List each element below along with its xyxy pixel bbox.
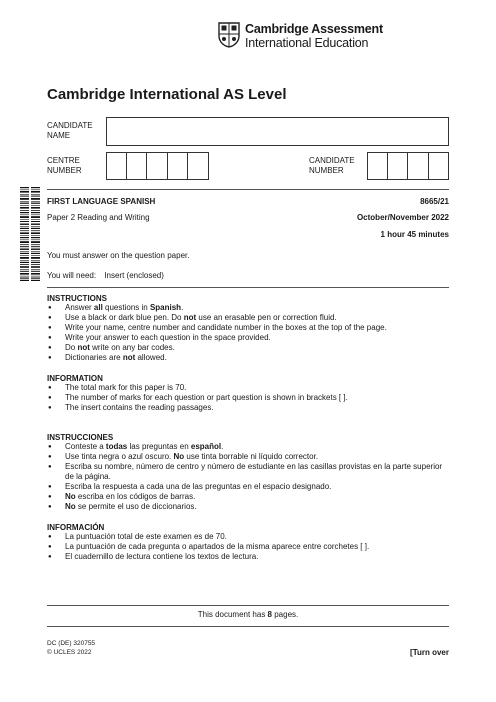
centre-number-label bbox=[47, 156, 82, 176]
information-section bbox=[47, 374, 449, 413]
list-item bbox=[47, 383, 449, 393]
item-text: The insert contains the reading passages. bbox=[65, 403, 214, 412]
divider bbox=[47, 287, 449, 288]
digit-box[interactable] bbox=[106, 152, 127, 180]
item-text: Write your name, centre number and candidate number in the boxes at the top of the page. bbox=[65, 323, 387, 332]
page-count-text: pages. bbox=[272, 610, 299, 619]
instrucciones-section bbox=[47, 433, 449, 512]
list-item bbox=[47, 403, 449, 413]
item-text: write on any bar codes. bbox=[89, 343, 175, 352]
item-text: allowed. bbox=[135, 353, 167, 362]
materials-label: You will need: bbox=[47, 271, 97, 280]
emphasis-text: not bbox=[183, 313, 197, 322]
item-text: Use tinta negra o azul oscuro. bbox=[65, 452, 174, 461]
section-title: INSTRUCCIONES bbox=[47, 433, 114, 442]
digit-box[interactable] bbox=[408, 152, 429, 180]
list-item bbox=[47, 313, 449, 323]
label-line: CANDIDATE bbox=[309, 156, 355, 165]
item-text: The total mark for this paper is 70. bbox=[65, 383, 187, 392]
emphasis-text: No bbox=[65, 502, 76, 511]
label-line: CENTRE bbox=[47, 156, 80, 165]
exam-session: October/November 2022 bbox=[356, 213, 449, 222]
emphasis-text: No bbox=[173, 452, 185, 461]
item-text: use tinta borrable ni líquido corrector. bbox=[184, 452, 319, 461]
list-item bbox=[47, 393, 449, 403]
instructions-list bbox=[47, 303, 449, 363]
materials-value: Insert (enclosed) bbox=[104, 271, 164, 280]
reference-code: DC (DE) 320755 bbox=[47, 640, 96, 647]
item-text: escriba en los códigos de barras. bbox=[75, 492, 196, 501]
item-text: Escriba la respuesta a cada una de las preguntas en el espacio designado. bbox=[65, 482, 332, 491]
page-count bbox=[47, 610, 449, 620]
logo-line-2: International Education bbox=[245, 36, 369, 50]
list-item bbox=[47, 442, 449, 452]
list-item bbox=[47, 462, 449, 482]
emphasis-text: all bbox=[93, 303, 103, 312]
page-count-number: 8 bbox=[267, 610, 272, 619]
digit-box[interactable] bbox=[388, 152, 409, 180]
emphasis-text: not bbox=[77, 343, 90, 352]
turn-over-button[interactable]: [Turn over bbox=[410, 648, 449, 657]
list-item bbox=[47, 333, 449, 343]
item-text: Answer bbox=[65, 303, 94, 312]
list-item bbox=[47, 482, 449, 492]
document-reference bbox=[47, 639, 95, 657]
digit-box[interactable] bbox=[147, 152, 168, 180]
digit-box[interactable] bbox=[168, 152, 189, 180]
item-text: use an erasable pen or correction fluid. bbox=[196, 313, 337, 322]
list-item bbox=[47, 542, 449, 552]
divider bbox=[47, 605, 449, 606]
item-text: Dictionaries are bbox=[65, 353, 123, 362]
divider bbox=[47, 189, 449, 190]
item-text: Do bbox=[65, 343, 78, 352]
item-text: Write your answer to each question in the space provided. bbox=[65, 333, 271, 342]
logo-line-1: Cambridge Assessment bbox=[245, 22, 383, 36]
cambridge-shield-icon bbox=[218, 22, 240, 48]
candidate-number-boxes[interactable] bbox=[367, 152, 449, 180]
paper-name: Paper 2 Reading and Writing bbox=[47, 213, 150, 222]
list-item bbox=[47, 502, 449, 512]
list-item bbox=[47, 323, 449, 333]
emphasis-text: not bbox=[122, 353, 136, 362]
page-count-text: This document has bbox=[197, 610, 268, 619]
item-text: Escriba su nombre, número de centro y número de estudiante en las casillas provistas en la parte superior de la página. bbox=[65, 462, 443, 481]
emphasis-text: español bbox=[190, 442, 222, 451]
list-item bbox=[47, 532, 449, 542]
digit-box[interactable] bbox=[429, 152, 450, 180]
instrucciones-list bbox=[47, 442, 449, 512]
label-line: CANDIDATE bbox=[47, 121, 93, 130]
list-item bbox=[47, 452, 449, 462]
item-text: La puntuación total de este examen es de 70. bbox=[65, 532, 227, 541]
label-line: NUMBER bbox=[47, 166, 82, 175]
information-list bbox=[47, 383, 449, 413]
candidate-name-field[interactable] bbox=[106, 117, 449, 146]
centre-number-boxes[interactable] bbox=[106, 152, 209, 180]
item-text: . bbox=[221, 442, 224, 451]
label-line: NUMBER bbox=[309, 166, 344, 175]
syllabus-code: 8665/21 bbox=[420, 197, 449, 206]
section-title: INSTRUCTIONS bbox=[47, 294, 107, 303]
copyright: © UCLES 2022 bbox=[47, 649, 92, 656]
barcode-icon bbox=[20, 187, 40, 281]
item-text: las preguntas en bbox=[127, 442, 191, 451]
emphasis-text: No bbox=[65, 492, 76, 501]
section-title: INFORMACIÓN bbox=[47, 523, 105, 532]
list-item bbox=[47, 492, 449, 502]
digit-box[interactable] bbox=[367, 152, 388, 180]
list-item bbox=[47, 343, 449, 353]
divider bbox=[47, 626, 449, 627]
exam-duration: 1 hour 45 minutes bbox=[380, 230, 449, 239]
item-text: La puntuación de cada pregunta o apartados de la misma aparece entre corchetes [ ]. bbox=[65, 542, 370, 551]
informacion-list bbox=[47, 532, 449, 562]
instructions-section bbox=[47, 294, 449, 363]
section-title: INFORMATION bbox=[47, 374, 103, 383]
candidate-number-label bbox=[309, 156, 355, 176]
digit-box[interactable] bbox=[127, 152, 148, 180]
answer-note: You must answer on the question paper. bbox=[47, 251, 190, 260]
item-text: questions in bbox=[102, 303, 150, 312]
list-item bbox=[47, 552, 449, 562]
item-text: . bbox=[181, 303, 184, 312]
emphasis-text: Spanish bbox=[149, 303, 182, 312]
label-line: NAME bbox=[47, 131, 71, 140]
materials-needed bbox=[47, 271, 164, 281]
subject-title: FIRST LANGUAGE SPANISH bbox=[47, 197, 156, 206]
informacion-section bbox=[47, 523, 449, 562]
item-text: Use a black or dark blue pen. Do bbox=[65, 313, 184, 322]
item-text: El cuadernillo de lectura contiene los textos de lectura. bbox=[65, 552, 259, 561]
item-text: The number of marks for each question or part question is shown in brackets [ ]. bbox=[65, 393, 348, 402]
emphasis-text: todas bbox=[105, 442, 128, 451]
cambridge-logo bbox=[218, 22, 383, 52]
list-item bbox=[47, 353, 449, 363]
digit-box[interactable] bbox=[188, 152, 209, 180]
list-item bbox=[47, 303, 449, 313]
candidate-name-label bbox=[47, 121, 93, 141]
item-text: se permite el uso de diccionarios. bbox=[75, 502, 197, 511]
qualification-title: Cambridge International AS Level bbox=[47, 86, 287, 103]
item-text: Conteste a bbox=[65, 442, 106, 451]
